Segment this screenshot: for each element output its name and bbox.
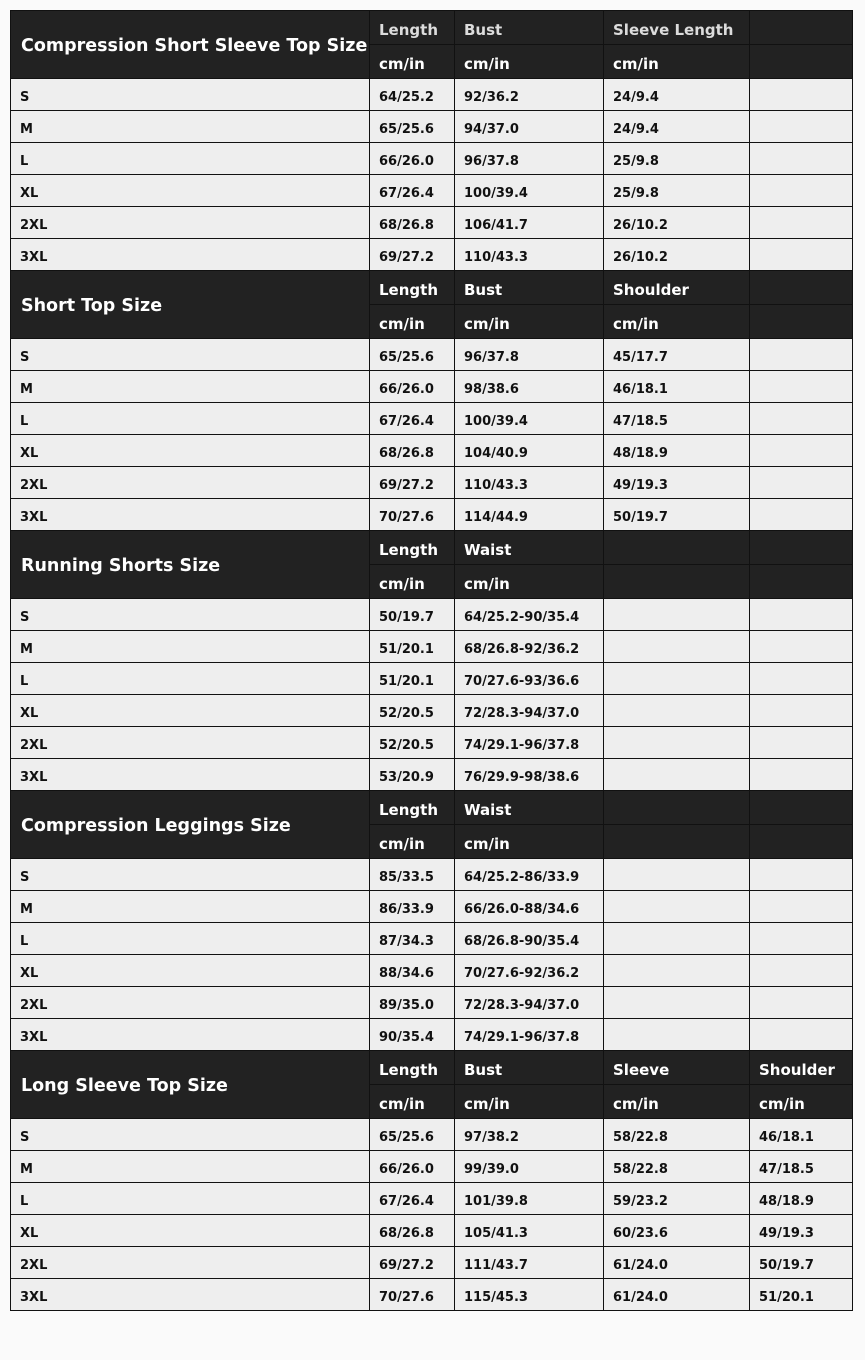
measurement-cell: 65/25.6: [370, 111, 455, 143]
measurement-cell: [604, 663, 750, 695]
unit-header: cm/in: [455, 1085, 604, 1119]
measurement-cell: [750, 631, 853, 663]
column-header: Length: [370, 1051, 455, 1085]
measurement-cell: 99/39.0: [455, 1151, 604, 1183]
table-row: [11, 1119, 853, 1151]
section-title: Long Sleeve Top Size: [11, 1051, 370, 1119]
measurement-cell: 60/23.6: [604, 1215, 750, 1247]
column-header: Length: [370, 791, 455, 825]
measurement-cell: 89/35.0: [370, 987, 455, 1019]
measurement-cell: 98/38.6: [455, 371, 604, 403]
size-label: 2XL: [11, 987, 370, 1019]
table-row: [11, 467, 853, 499]
size-label: XL: [11, 695, 370, 727]
measurement-cell: 47/18.5: [750, 1151, 853, 1183]
unit-header: [750, 45, 853, 79]
measurement-cell: [750, 403, 853, 435]
table-row: [11, 1279, 853, 1311]
measurement-cell: 46/18.1: [604, 371, 750, 403]
short-top-size-header-row: [11, 271, 853, 305]
column-header: [750, 11, 853, 45]
unit-header: cm/in: [370, 45, 455, 79]
measurement-cell: [750, 435, 853, 467]
measurement-cell: 96/37.8: [455, 339, 604, 371]
measurement-cell: 66/26.0-88/34.6: [455, 891, 604, 923]
measurement-cell: [750, 175, 853, 207]
column-header: [750, 791, 853, 825]
table-row: [11, 499, 853, 531]
section-title: Compression Short Sleeve Top Size: [11, 11, 370, 79]
size-label: XL: [11, 1215, 370, 1247]
size-label: 3XL: [11, 499, 370, 531]
measurement-cell: 88/34.6: [370, 955, 455, 987]
measurement-cell: 24/9.4: [604, 79, 750, 111]
table-row: [11, 1019, 853, 1051]
size-label: 3XL: [11, 239, 370, 271]
measurement-cell: 65/25.6: [370, 339, 455, 371]
table-row: [11, 435, 853, 467]
measurement-cell: 97/38.2: [455, 1119, 604, 1151]
size-label: L: [11, 663, 370, 695]
size-label: 3XL: [11, 759, 370, 791]
measurement-cell: 26/10.2: [604, 239, 750, 271]
unit-header: cm/in: [370, 1085, 455, 1119]
table-row: [11, 955, 853, 987]
measurement-cell: [604, 859, 750, 891]
column-header: Sleeve: [604, 1051, 750, 1085]
size-label: M: [11, 1151, 370, 1183]
measurement-cell: 86/33.9: [370, 891, 455, 923]
measurement-cell: 68/26.8: [370, 1215, 455, 1247]
measurement-cell: [750, 207, 853, 239]
measurement-cell: 66/26.0: [370, 143, 455, 175]
measurement-cell: 50/19.7: [750, 1247, 853, 1279]
measurement-cell: 53/20.9: [370, 759, 455, 791]
column-header: Waist: [455, 791, 604, 825]
unit-header: [750, 565, 853, 599]
measurement-cell: 100/39.4: [455, 403, 604, 435]
measurement-cell: [750, 143, 853, 175]
unit-header: cm/in: [370, 565, 455, 599]
size-label: M: [11, 111, 370, 143]
size-label: XL: [11, 175, 370, 207]
size-label: L: [11, 403, 370, 435]
unit-header: cm/in: [604, 45, 750, 79]
measurement-cell: [604, 759, 750, 791]
unit-header: cm/in: [604, 1085, 750, 1119]
unit-header: cm/in: [455, 565, 604, 599]
table-row: [11, 631, 853, 663]
measurement-cell: 58/22.8: [604, 1119, 750, 1151]
size-label: L: [11, 143, 370, 175]
measurement-cell: 70/27.6: [370, 1279, 455, 1311]
measurement-cell: 110/43.3: [455, 467, 604, 499]
measurement-cell: 85/33.5: [370, 859, 455, 891]
measurement-cell: [604, 891, 750, 923]
measurement-cell: [604, 955, 750, 987]
unit-header: [604, 825, 750, 859]
table-row: [11, 891, 853, 923]
unit-header: cm/in: [370, 825, 455, 859]
measurement-cell: 70/27.6-93/36.6: [455, 663, 604, 695]
measurement-cell: 90/35.4: [370, 1019, 455, 1051]
measurement-cell: 68/26.8: [370, 435, 455, 467]
measurement-cell: [604, 1019, 750, 1051]
compression-leggings-size-header-row: [11, 791, 853, 825]
long-sleeve-top-size-header-row: [11, 1051, 853, 1085]
table-row: [11, 1151, 853, 1183]
measurement-cell: 100/39.4: [455, 175, 604, 207]
unit-header: cm/in: [604, 305, 750, 339]
measurement-cell: 45/17.7: [604, 339, 750, 371]
measurement-cell: 66/26.0: [370, 1151, 455, 1183]
measurement-cell: 67/26.4: [370, 403, 455, 435]
column-header: Waist: [455, 531, 604, 565]
measurement-cell: 64/25.2: [370, 79, 455, 111]
size-label: M: [11, 371, 370, 403]
size-label: M: [11, 891, 370, 923]
table-row: [11, 239, 853, 271]
measurement-cell: 65/25.6: [370, 1119, 455, 1151]
measurement-cell: 76/29.9-98/38.6: [455, 759, 604, 791]
measurement-cell: 74/29.1-96/37.8: [455, 1019, 604, 1051]
unit-header: cm/in: [455, 45, 604, 79]
measurement-cell: 48/18.9: [750, 1183, 853, 1215]
measurement-cell: [604, 631, 750, 663]
column-header: [604, 531, 750, 565]
measurement-cell: 87/34.3: [370, 923, 455, 955]
measurement-cell: [604, 727, 750, 759]
column-header: Shoulder: [604, 271, 750, 305]
measurement-cell: 47/18.5: [604, 403, 750, 435]
column-header: Length: [370, 271, 455, 305]
measurement-cell: 68/26.8-92/36.2: [455, 631, 604, 663]
measurement-cell: 25/9.8: [604, 175, 750, 207]
size-label: L: [11, 923, 370, 955]
unit-header: [750, 305, 853, 339]
unit-header: cm/in: [750, 1085, 853, 1119]
measurement-cell: 69/27.2: [370, 239, 455, 271]
size-label: M: [11, 631, 370, 663]
measurement-cell: 67/26.4: [370, 175, 455, 207]
section-title: Running Shorts Size: [11, 531, 370, 599]
measurement-cell: 51/20.1: [370, 631, 455, 663]
measurement-cell: 69/27.2: [370, 1247, 455, 1279]
table-row: [11, 371, 853, 403]
running-shorts-size-header-row: [11, 531, 853, 565]
size-chart-body: [11, 11, 853, 1311]
measurement-cell: [750, 499, 853, 531]
measurement-cell: 46/18.1: [750, 1119, 853, 1151]
measurement-cell: [750, 339, 853, 371]
table-row: [11, 859, 853, 891]
table-row: [11, 987, 853, 1019]
measurement-cell: [750, 599, 853, 631]
table-row: [11, 339, 853, 371]
column-header: Bust: [455, 1051, 604, 1085]
table-row: [11, 923, 853, 955]
measurement-cell: 115/45.3: [455, 1279, 604, 1311]
measurement-cell: 58/22.8: [604, 1151, 750, 1183]
measurement-cell: 72/28.3-94/37.0: [455, 987, 604, 1019]
measurement-cell: [750, 467, 853, 499]
measurement-cell: [750, 371, 853, 403]
table-row: [11, 1247, 853, 1279]
measurement-cell: [750, 111, 853, 143]
size-label: XL: [11, 435, 370, 467]
column-header: [750, 531, 853, 565]
table-row: [11, 1215, 853, 1247]
table-row: [11, 403, 853, 435]
measurement-cell: 70/27.6-92/36.2: [455, 955, 604, 987]
measurement-cell: 64/25.2-86/33.9: [455, 859, 604, 891]
measurement-cell: [604, 695, 750, 727]
measurement-cell: [750, 1019, 853, 1051]
column-header: Length: [370, 11, 455, 45]
table-row: [11, 727, 853, 759]
table-row: [11, 207, 853, 239]
size-label: 2XL: [11, 1247, 370, 1279]
measurement-cell: 104/40.9: [455, 435, 604, 467]
measurement-cell: 49/19.3: [604, 467, 750, 499]
measurement-cell: 49/19.3: [750, 1215, 853, 1247]
unit-header: cm/in: [370, 305, 455, 339]
measurement-cell: 68/26.8-90/35.4: [455, 923, 604, 955]
size-label: S: [11, 599, 370, 631]
measurement-cell: 68/26.8: [370, 207, 455, 239]
measurement-cell: 50/19.7: [370, 599, 455, 631]
column-header: [750, 271, 853, 305]
measurement-cell: 25/9.8: [604, 143, 750, 175]
measurement-cell: 106/41.7: [455, 207, 604, 239]
measurement-cell: 94/37.0: [455, 111, 604, 143]
measurement-cell: 101/39.8: [455, 1183, 604, 1215]
measurement-cell: 50/19.7: [604, 499, 750, 531]
size-label: 2XL: [11, 727, 370, 759]
size-label: S: [11, 339, 370, 371]
measurement-cell: 61/24.0: [604, 1279, 750, 1311]
measurement-cell: 114/44.9: [455, 499, 604, 531]
measurement-cell: [750, 759, 853, 791]
size-label: 3XL: [11, 1019, 370, 1051]
table-row: [11, 79, 853, 111]
size-label: S: [11, 859, 370, 891]
size-label: L: [11, 1183, 370, 1215]
measurement-cell: [604, 923, 750, 955]
measurement-cell: [604, 599, 750, 631]
table-row: [11, 599, 853, 631]
measurement-cell: [750, 239, 853, 271]
measurement-cell: 61/24.0: [604, 1247, 750, 1279]
size-label: 2XL: [11, 207, 370, 239]
column-header: Shoulder: [750, 1051, 853, 1085]
size-chart-table: [10, 10, 853, 1311]
measurement-cell: [750, 859, 853, 891]
compression-short-sleeve-top-size-header-row: [11, 11, 853, 45]
measurement-cell: 51/20.1: [370, 663, 455, 695]
measurement-cell: [750, 79, 853, 111]
size-label: 2XL: [11, 467, 370, 499]
measurement-cell: 64/25.2-90/35.4: [455, 599, 604, 631]
table-row: [11, 1183, 853, 1215]
column-header: [604, 791, 750, 825]
measurement-cell: [604, 987, 750, 1019]
measurement-cell: 110/43.3: [455, 239, 604, 271]
measurement-cell: 72/28.3-94/37.0: [455, 695, 604, 727]
column-header: Sleeve Length: [604, 11, 750, 45]
table-row: [11, 175, 853, 207]
measurement-cell: [750, 955, 853, 987]
measurement-cell: 111/43.7: [455, 1247, 604, 1279]
table-row: [11, 759, 853, 791]
unit-header: [750, 825, 853, 859]
measurement-cell: 52/20.5: [370, 695, 455, 727]
unit-header: cm/in: [455, 825, 604, 859]
measurement-cell: 66/26.0: [370, 371, 455, 403]
measurement-cell: 67/26.4: [370, 1183, 455, 1215]
measurement-cell: [750, 663, 853, 695]
measurement-cell: 74/29.1-96/37.8: [455, 727, 604, 759]
measurement-cell: 52/20.5: [370, 727, 455, 759]
measurement-cell: [750, 727, 853, 759]
column-header: Bust: [455, 11, 604, 45]
measurement-cell: [750, 695, 853, 727]
measurement-cell: 105/41.3: [455, 1215, 604, 1247]
unit-header: cm/in: [455, 305, 604, 339]
size-label: S: [11, 79, 370, 111]
measurement-cell: 96/37.8: [455, 143, 604, 175]
table-row: [11, 695, 853, 727]
table-row: [11, 111, 853, 143]
table-row: [11, 663, 853, 695]
section-title: Compression Leggings Size: [11, 791, 370, 859]
section-title: Short Top Size: [11, 271, 370, 339]
column-header: Bust: [455, 271, 604, 305]
size-label: 3XL: [11, 1279, 370, 1311]
measurement-cell: 48/18.9: [604, 435, 750, 467]
measurement-cell: [750, 923, 853, 955]
measurement-cell: [750, 891, 853, 923]
measurement-cell: 26/10.2: [604, 207, 750, 239]
measurement-cell: 92/36.2: [455, 79, 604, 111]
size-label: S: [11, 1119, 370, 1151]
size-label: XL: [11, 955, 370, 987]
measurement-cell: 24/9.4: [604, 111, 750, 143]
table-row: [11, 143, 853, 175]
measurement-cell: 70/27.6: [370, 499, 455, 531]
measurement-cell: 69/27.2: [370, 467, 455, 499]
unit-header: [604, 565, 750, 599]
measurement-cell: [750, 987, 853, 1019]
measurement-cell: 59/23.2: [604, 1183, 750, 1215]
column-header: Length: [370, 531, 455, 565]
measurement-cell: 51/20.1: [750, 1279, 853, 1311]
